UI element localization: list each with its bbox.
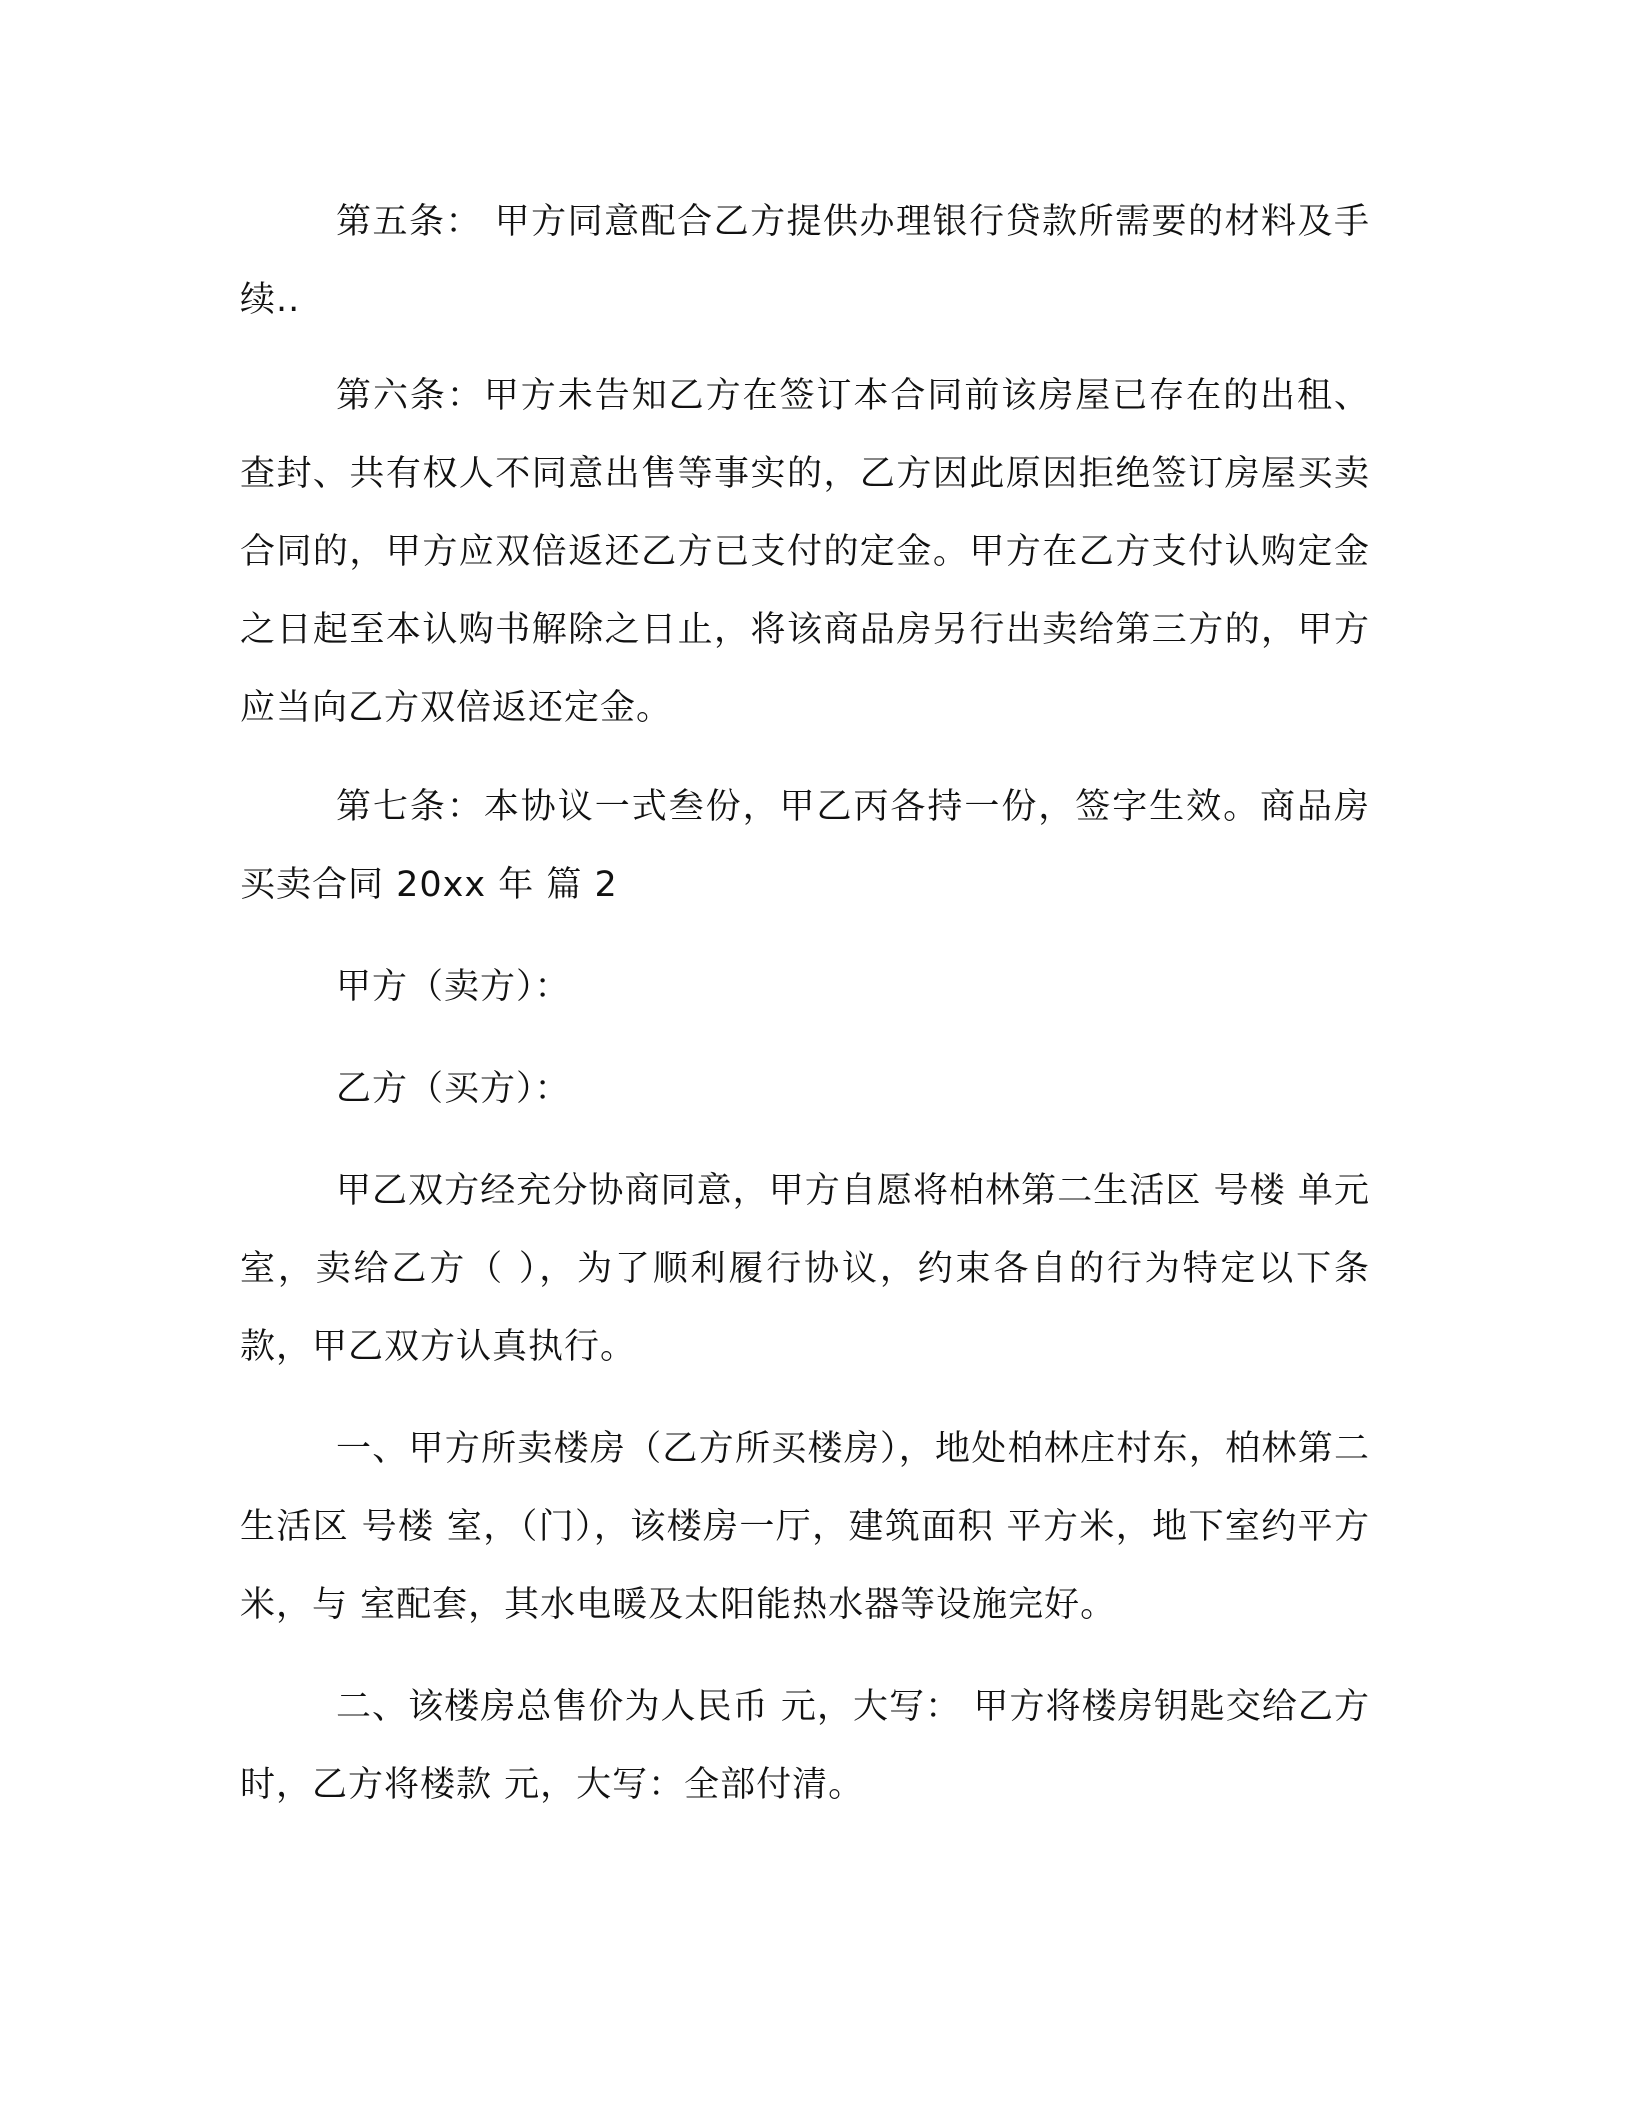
agreement-intro-paragraph: 甲乙双方经充分协商同意，甲方自愿将柏林第二生活区 号楼 单元 室，卖给乙方（ ），为了顺利履行协议，约束各自的行为特定以下条款，甲乙双方认真执行。 [240,1171,1370,1367]
clause-2-paragraph: 二、该楼房总售价为人民币 元，大写： 甲方将楼房钥匙交给乙方时，乙方将楼款 元，大写：全部付清。 [240,1687,1370,1805]
party-b-buyer-line: 乙方（买方）： [336,1069,571,1109]
article-5-paragraph: 第五条： 甲方同意配合乙方提供办理银行贷款所需要的材料及手续.. [240,202,1370,320]
article-7-paragraph: 第七条：本协议一式叁份，甲乙丙各持一份，签字生效。商品房买卖合同 20xx 年 篇 2 [240,787,1370,905]
clause-1-paragraph: 一、甲方所卖楼房（乙方所买楼房），地处柏林庄村东，柏林第二生活区 号楼 室，（门），该楼房一厅，建筑面积 平方米，地下室约平方米，与 室配套，其水电暖及太阳能热水器等设施完好。 [240,1429,1370,1625]
article-6-paragraph: 第六条：甲方未告知乙方在签订本合同前该房屋已存在的出租、查封、共有权人不同意出售等事实的，乙方因此原因拒绝签订房屋买卖合同的，甲方应双倍返还乙方已支付的定金。甲方在乙方支付认购定金之日起至本认购书解除之日止，将该商品房另行出卖给第三方的，甲方应当向乙方双倍返还定金。 [240,376,1370,728]
party-a-seller-line: 甲方（卖方）： [336,967,571,1007]
